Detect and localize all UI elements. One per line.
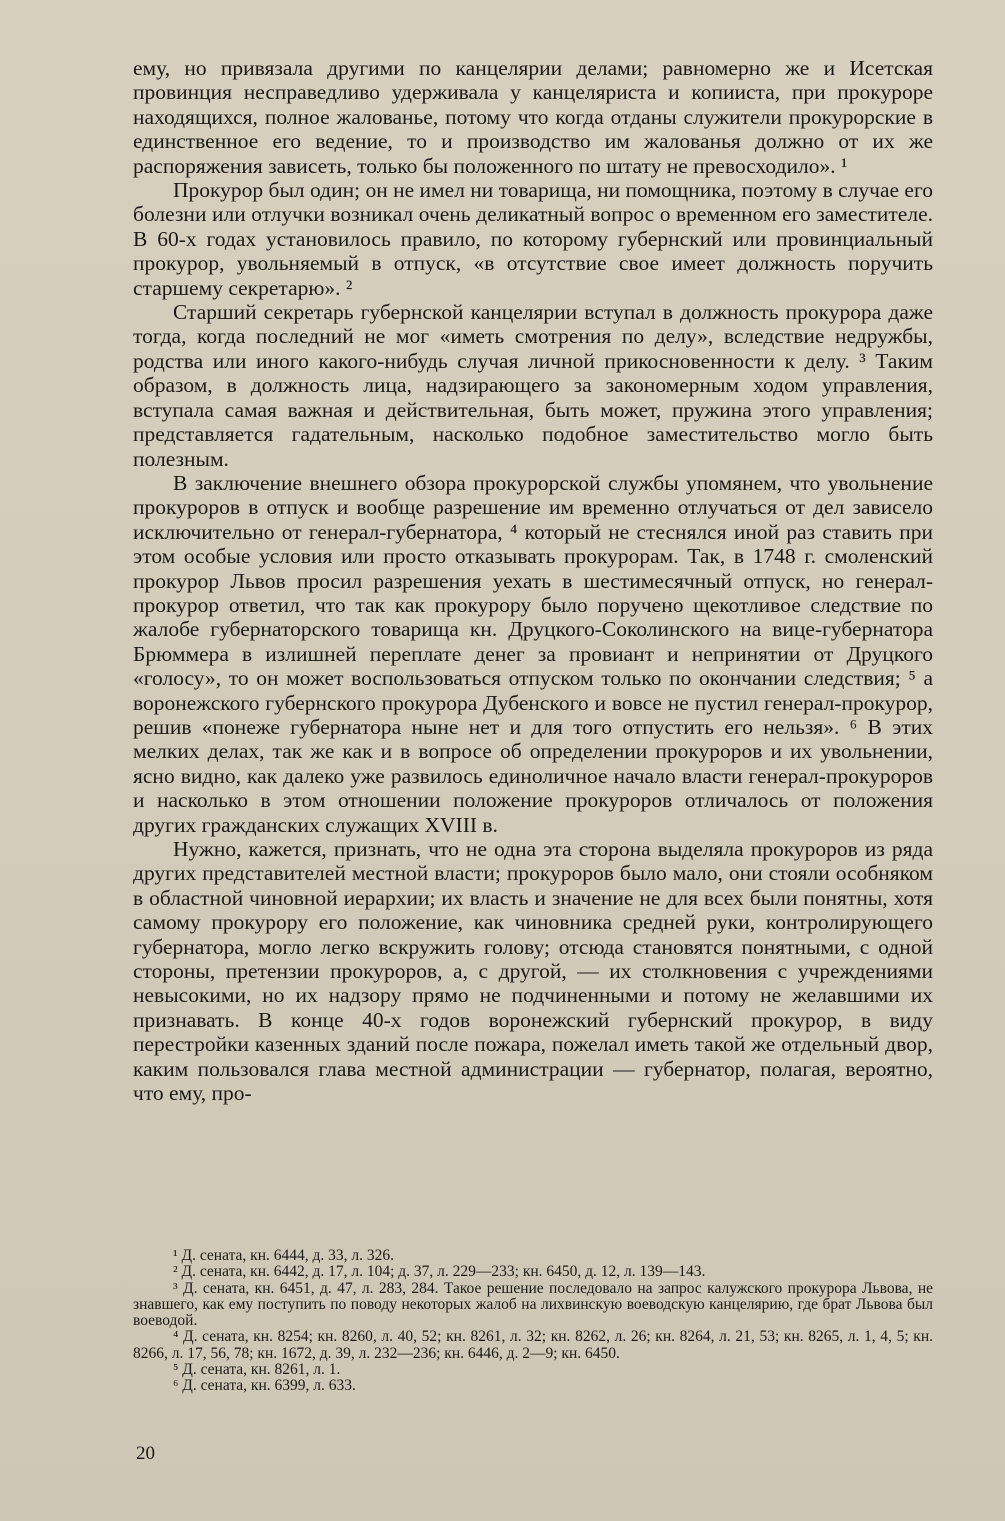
footnote-5: ⁵ Д. сената, кн. 8261, л. 1. [173, 1361, 341, 1379]
page-number: 20 [136, 1443, 155, 1464]
footnote-3: ³ Д. сената, кн. 6451, д. 47, л. 283, 284. Такое решение последовало на запрос калужского прокурора Львова, не знавшего, как ему поступить по поводу некоторых жалоб на лихвинскую воеводскую канцелярию, где брат Львова был воеводой. [133, 1279, 933, 1330]
paragraph-3: Старший секретарь губернской канцелярии вступал в должность прокурора даже тогда, когда последний не мог «иметь смотрения по делу», вследствие недружбы, родства или иного какого-нибудь случая личной прикосновенности к делу. ³ Таким образом, в должность лица, надзирающего за закономерным ходом управления, вступала самая важная и действительная, быть может, пружина этого управления; представляется гадательным, насколько подобное заместительство могло быть полезным. [133, 300, 933, 471]
paragraph-4: В заключение внешнего обзора прокурорской службы упомянем, что увольнение прокуроров в отпуск и вообще разрешение им временно отлучаться от дел зависело исключительно от генерал-губернатора, ⁴ который не стеснялся иной раз ставить при этом особые условия или просто отказывать прокурорам. Так, в 1748 г. смоленский прокурор Львов просил разрешения уехать в шестимесячный отпуск, но генерал-прокурор ответил, что так как прокурору было поручено щекотливое следствие по жалобе губернаторского товарища кн. Друцкого-Соколинского на вице-губернатора Брюммера в излишней переплате денег за провиант и непринятии от Друцкого «голосу», то он может воспользоваться отпуском только по окончании следствия; ⁵ а воронежского губернского прокурора Дубенского и вовсе не пустил генерал-прокурор, решив «понеже губернатора ныне нет и для того отпустить его нельзя». ⁶ В этих мелких делах, так же как и в вопросе об определении прокуроров и их увольнении, ясно видно, как далеко уже развилось единоличное начало власти генерал-прокуроров и насколько в этом отношении положение прокуроров отличалось от положения других гражданских служащих XVIII в. [133, 470, 933, 837]
main-text [133, 56, 933, 1105]
footnote-4: ⁴ Д. сената, кн. 8254; кн. 8260, л. 40, 52; кн. 8261, л. 32; кн. 8262, л. 26; кн. 8264, л. 21, 53; кн. 8265, л. 1, 4, 5; кн. 8266, л. 17, 56, 78; кн. 1672, д. 39, л. 232—236; кн. 6446, д. 2—9; кн. 6450. [133, 1328, 933, 1362]
footnotes [133, 1248, 933, 1395]
paragraph-1: ему, но привязала другими по канцелярии делами; равномерно же и Исетская провинция несправедливо удерживала у канцеляриста и копииста, при прокуроре находящихся, полное жалованье, потому что когда отданы служители прокурорские в единственное его ведение, то и производство им жалованья должно от их же распоряжения зависеть, только бы положенного по штату не превосходило». ¹ [133, 56, 933, 178]
footnote-2: ² Д. сената, кн. 6442, д. 17, л. 104; д. 37, л. 229—233; кн. 6450, д. 12, л. 139—143. [173, 1263, 706, 1281]
paragraph-5: Нужно, кажется, признать, что не одна эта сторона выделяла прокуроров из ряда других представителей местной власти; прокуроров было мало, они стояли особняком в областной чиновной иерархии; их власть и значение не для всех были понятны, хотя самому прокурору его положение, как чиновника средней руки, контролирующего губернатора, могло легко вскружить голову; отсюда становятся понятными, с одной стороны, претензии прокуроров, а, с другой, — их столкновения с учреждениями невысокими, но их надзору прямо не подчиненными и потому не желавшими их признавать. В конце 40-х годов воронежский губернский прокурор, в виду перестройки казенных зданий после пожара, пожелал иметь такой же отдельный двор, каким пользовался глава местной администрации — губернатор, полагая, вероятно, что ему, про- [133, 837, 933, 1106]
footnote-1: ¹ Д. сената, кн. 6444, д. 33, л. 326. [173, 1247, 394, 1264]
paragraph-2: Прокурор был один; он не имел ни товарища, ни помощника, поэтому в случае его болезни или отлучки возникал очень деликатный вопрос о временном его заместителе. В 60-х годах установилось правило, по которому губернский или провинциальный прокурор, увольняемый в отпуск, «в отсутствие свое имеет должность поручить старшему секретарю». ² [133, 178, 933, 300]
footnote-6: ⁶ Д. сената, кн. 6399, л. 633. [173, 1377, 356, 1395]
